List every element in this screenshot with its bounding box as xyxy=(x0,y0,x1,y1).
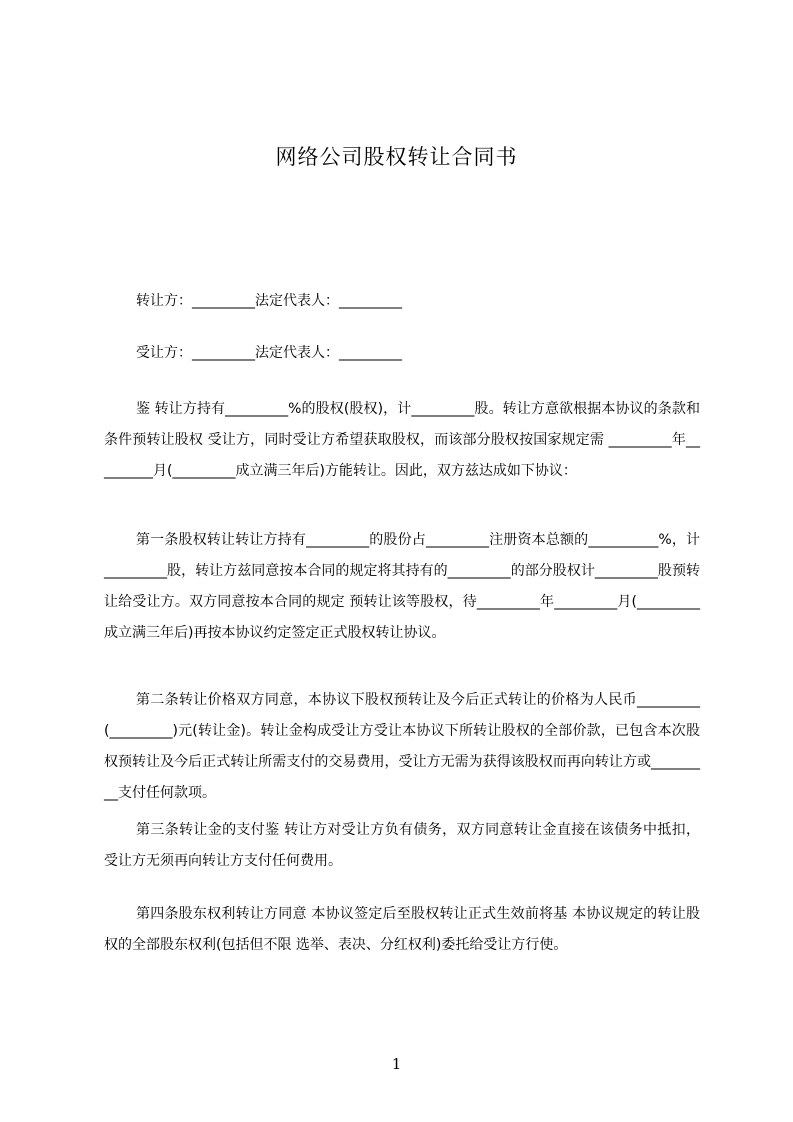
preamble-paragraph: 鉴 转让方持有_________%的股权(股权)，计_________股。转让方意欲根据本协议的条款和条件预转让股权 受让方，同时受让方希望获取股权，而该部分股权按国家规定需 _________年_________月(_________成立满三年后)方能转让。因此，双方兹达成如下协议： xyxy=(104,401,700,479)
article-3-paragraph: 第三条转让金的支付鉴 转让方对受让方负有债务，双方同意转让金直接在该债务中抵扣，受让方无须再向转让方支付任何费用。 xyxy=(104,822,700,869)
article-2-paragraph: 第二条转让价格双方同意，本协议下股权预转让及今后正式转让的价格为人民币_________(_________)元(转让金)。转让金构成受让方受让本协议下所转让股权的全部价款，已包含本次股权预转让及今后正式转让所需支付的交易费用，受让方无需为获得该股权而再向转让方或_________支付任何款项。 xyxy=(104,692,700,801)
article-4-paragraph: 第四条股东权利转让方同意 本协议签定后至股权转让正式生效前将基 本协议规定的转让股权的全部股东权利(包括但不限 选举、表决、分红权利)委托给受让方行使。 xyxy=(104,906,700,953)
document-title: 网络公司股权转让合同书 xyxy=(275,145,518,169)
transferee-line: 受让方：_________法定代表人：_________ xyxy=(136,345,402,361)
article-1-paragraph: 第一条股权转让转让方持有_________的股份占_________注册资本总额的__________%，计_________股，转让方兹同意按本合同的规定将其持有的_________的部分股权计_________股预转让给受让方。双方同意按本合同的规定 预转让该等股权，待_________年_________月(_________成立满三年后)再按本协议约定签定正式股权转让协议。 xyxy=(104,532,700,641)
page-number: 1 xyxy=(391,1055,402,1073)
transferor-line: 转让方：_________法定代表人：_________ xyxy=(136,293,402,309)
